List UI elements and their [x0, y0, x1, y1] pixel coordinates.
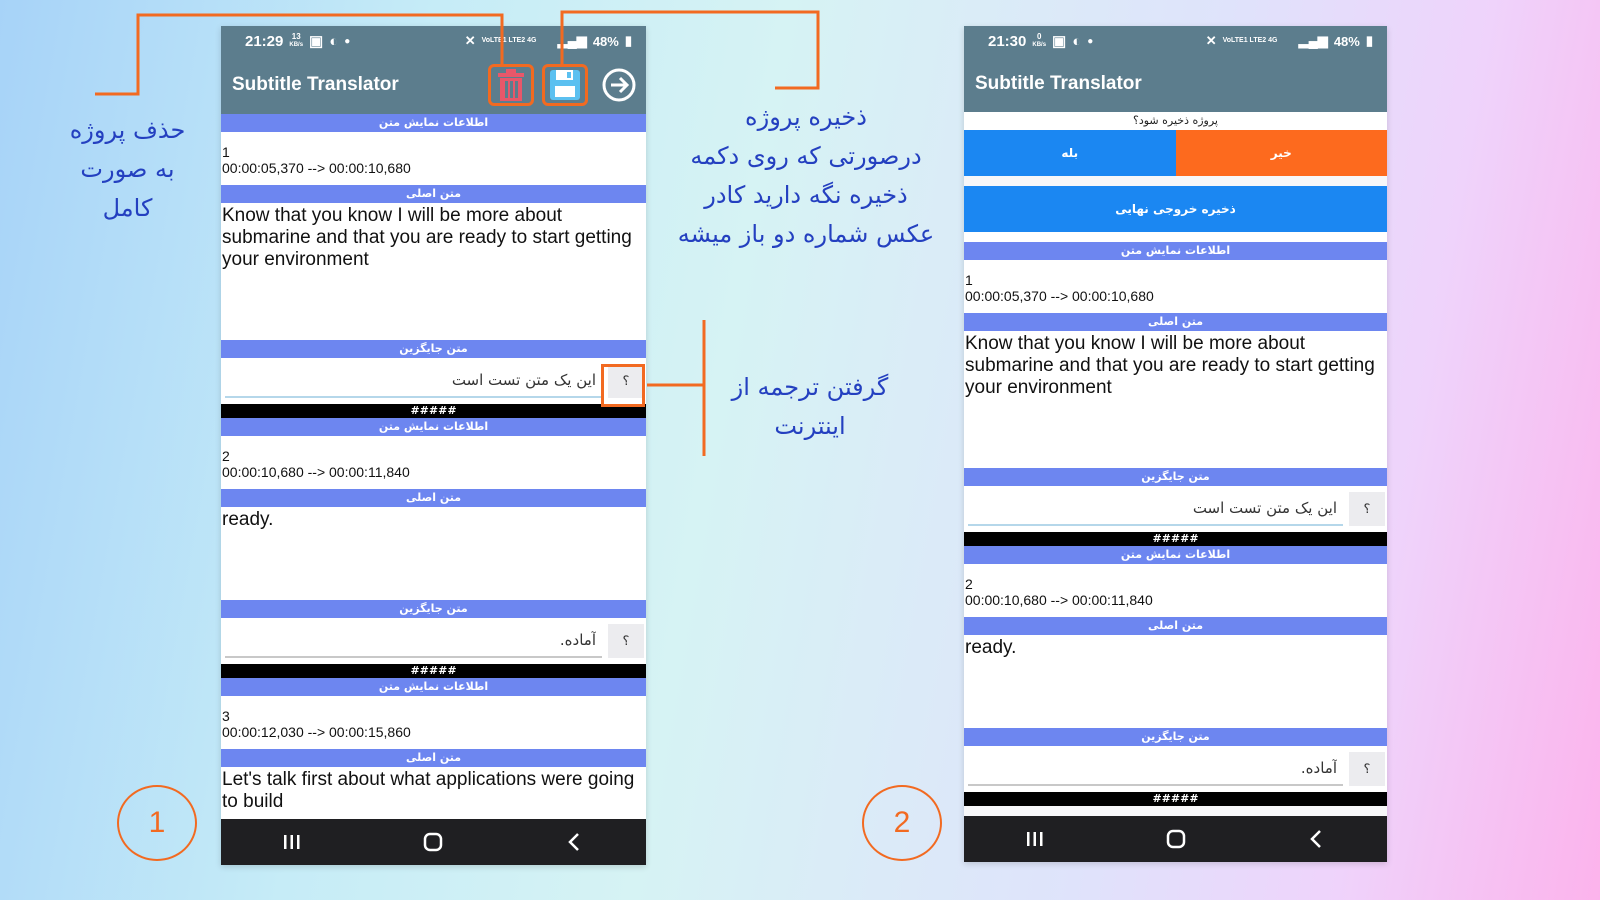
battery-icon: ▮: [1365, 33, 1373, 48]
network-label: VoLTE1 LTE2 4G: [481, 37, 537, 44]
info-header: اطلاعات نمایش متن: [221, 114, 646, 132]
subtitle-timecode: 00:00:10,680 --> 00:00:11,840: [222, 464, 410, 480]
delete-project-annotation: حذف پروژه به صورت کامل: [69, 116, 186, 222]
home-icon[interactable]: [1165, 828, 1187, 850]
subtitle-timecode: 00:00:05,370 --> 00:00:10,680: [965, 288, 1154, 304]
replacement-input[interactable]: [968, 492, 1343, 526]
replacement-row: [964, 746, 1387, 792]
replacement-header: متن جایگزین: [221, 340, 646, 358]
save-project-annotation: ذخیره پروژه درصورتی که روی دکمه ذخیره نگه دارید کادر عکس شماره دو باز میشه: [677, 103, 935, 248]
media-icon: ◐: [329, 32, 339, 50]
trash-icon: [493, 67, 529, 103]
gallery-icon: ▣: [309, 33, 324, 50]
save-final-output-button[interactable]: ذخیره خروجی نهایی: [964, 186, 1387, 232]
save-project-button[interactable]: [542, 64, 588, 106]
info-header: اطلاعات نمایش متن: [221, 418, 646, 436]
back-icon[interactable]: [1306, 828, 1328, 850]
network-speed-value: 0: [1036, 32, 1042, 41]
subtitle-info: [221, 132, 646, 185]
status-time: 21:30: [988, 32, 1027, 50]
android-nav-bar: [221, 819, 646, 865]
translate-button[interactable]: ؟: [608, 364, 644, 398]
subtitle-index: 2: [222, 448, 230, 464]
subtitle-info: [964, 260, 1387, 313]
media-icon: ◐: [1072, 32, 1082, 50]
subtitle-timecode: 00:00:12,030 --> 00:00:15,860: [222, 724, 411, 740]
no-button[interactable]: خیر: [1176, 130, 1388, 176]
recent-apps-icon[interactable]: [281, 831, 303, 853]
original-header: متن اصلی: [964, 617, 1387, 635]
home-icon[interactable]: [422, 831, 444, 853]
network-label: VoLTE1 LTE2 4G: [1222, 37, 1278, 44]
subtitle-timecode: 00:00:10,680 --> 00:00:11,840: [965, 592, 1153, 608]
original-text: Know that you know I will be more about submarine and that you are ready to start getting your environment: [964, 331, 1387, 468]
subtitle-info: [964, 564, 1387, 617]
subtitle-info: [221, 696, 646, 749]
battery-percent: 48%: [1333, 33, 1360, 49]
original-text: Let's talk first about what applications were going to build: [221, 767, 646, 827]
back-icon[interactable]: [564, 831, 586, 853]
translate-button-highlight: [601, 364, 645, 407]
phone-screenshot-1: [221, 26, 646, 865]
translate-button[interactable]: ؟: [608, 624, 644, 658]
original-header: متن اصلی: [964, 313, 1387, 331]
mute-icon: ✕: [1205, 33, 1217, 48]
entry-separator: #####: [221, 664, 646, 678]
network-speed-unit: KB/s: [1032, 42, 1047, 48]
status-bar: [964, 26, 1387, 56]
replacement-input[interactable]: [225, 364, 602, 398]
save-question: پروژه ذخیره شود؟: [964, 112, 1387, 130]
badge-number-1: 1: [117, 785, 197, 861]
replacement-row: [221, 358, 646, 404]
arrow-right-icon: [601, 67, 637, 103]
original-text: ready.: [221, 507, 646, 600]
replacement-header: متن جایگزین: [221, 600, 646, 618]
app-bar: [964, 56, 1387, 112]
next-button[interactable]: [596, 64, 642, 106]
replacement-header: متن جایگزین: [964, 728, 1387, 746]
status-time: 21:29: [245, 32, 284, 50]
status-bar: [221, 26, 646, 56]
app-title: Subtitle Translator: [232, 74, 399, 95]
battery-icon: ▮: [624, 33, 632, 48]
network-speed-unit: KB/s: [289, 42, 304, 48]
network-speed-value: 13: [291, 32, 301, 41]
info-header: اطلاعات نمایش متن: [964, 546, 1387, 564]
entry-separator: #####: [964, 532, 1387, 546]
mute-icon: ✕: [464, 33, 476, 48]
replacement-row: [221, 618, 646, 664]
subtitle-index: 3: [222, 708, 230, 724]
confirm-buttons: [964, 130, 1387, 176]
dot-icon: ●: [344, 35, 351, 47]
original-header: متن اصلی: [221, 749, 646, 767]
translate-button[interactable]: ؟: [1349, 492, 1385, 526]
yes-button[interactable]: بله: [964, 130, 1176, 176]
original-header: متن اصلی: [221, 489, 646, 507]
replacement-input[interactable]: [968, 752, 1343, 786]
info-header: اطلاعات نمایش متن: [221, 678, 646, 696]
delete-project-button[interactable]: [488, 64, 534, 106]
replacement-header: متن جایگزین: [964, 468, 1387, 486]
replacement-input[interactable]: [225, 624, 602, 658]
dot-icon: ●: [1087, 35, 1094, 47]
entry-separator: #####: [964, 792, 1387, 806]
subtitle-index: 1: [965, 272, 973, 288]
subtitle-index: 2: [965, 576, 973, 592]
gallery-icon: ▣: [1052, 33, 1067, 50]
signal-icon: ▂▄▆: [1298, 33, 1328, 48]
translate-button[interactable]: ؟: [1349, 752, 1385, 786]
signal-icon: ▂▄▆: [557, 33, 587, 48]
replacement-row: [964, 486, 1387, 532]
app-title: Subtitle Translator: [975, 73, 1142, 94]
original-text: ready.: [964, 635, 1387, 728]
recent-apps-icon[interactable]: [1024, 828, 1046, 850]
app-bar: [221, 56, 646, 114]
save-icon: [547, 67, 583, 103]
original-header: متن اصلی: [221, 185, 646, 203]
subtitle-info: [221, 436, 646, 489]
subtitle-index: 1: [222, 144, 230, 160]
battery-percent: 48%: [592, 33, 619, 49]
spacer: [964, 232, 1387, 242]
android-nav-bar: [964, 816, 1387, 862]
phone-screenshot-2: [964, 26, 1387, 862]
get-translation-annotation: گرفتن ترجمه از اینترنت: [731, 373, 889, 440]
original-text: Know that you know I will be more about submarine and that you are ready to start getting your environment: [221, 203, 646, 340]
badge-number-2: 2: [862, 785, 942, 861]
info-header: اطلاعات نمایش متن: [964, 242, 1387, 260]
entry-separator: #####: [221, 404, 646, 418]
subtitle-timecode: 00:00:05,370 --> 00:00:10,680: [222, 160, 411, 176]
